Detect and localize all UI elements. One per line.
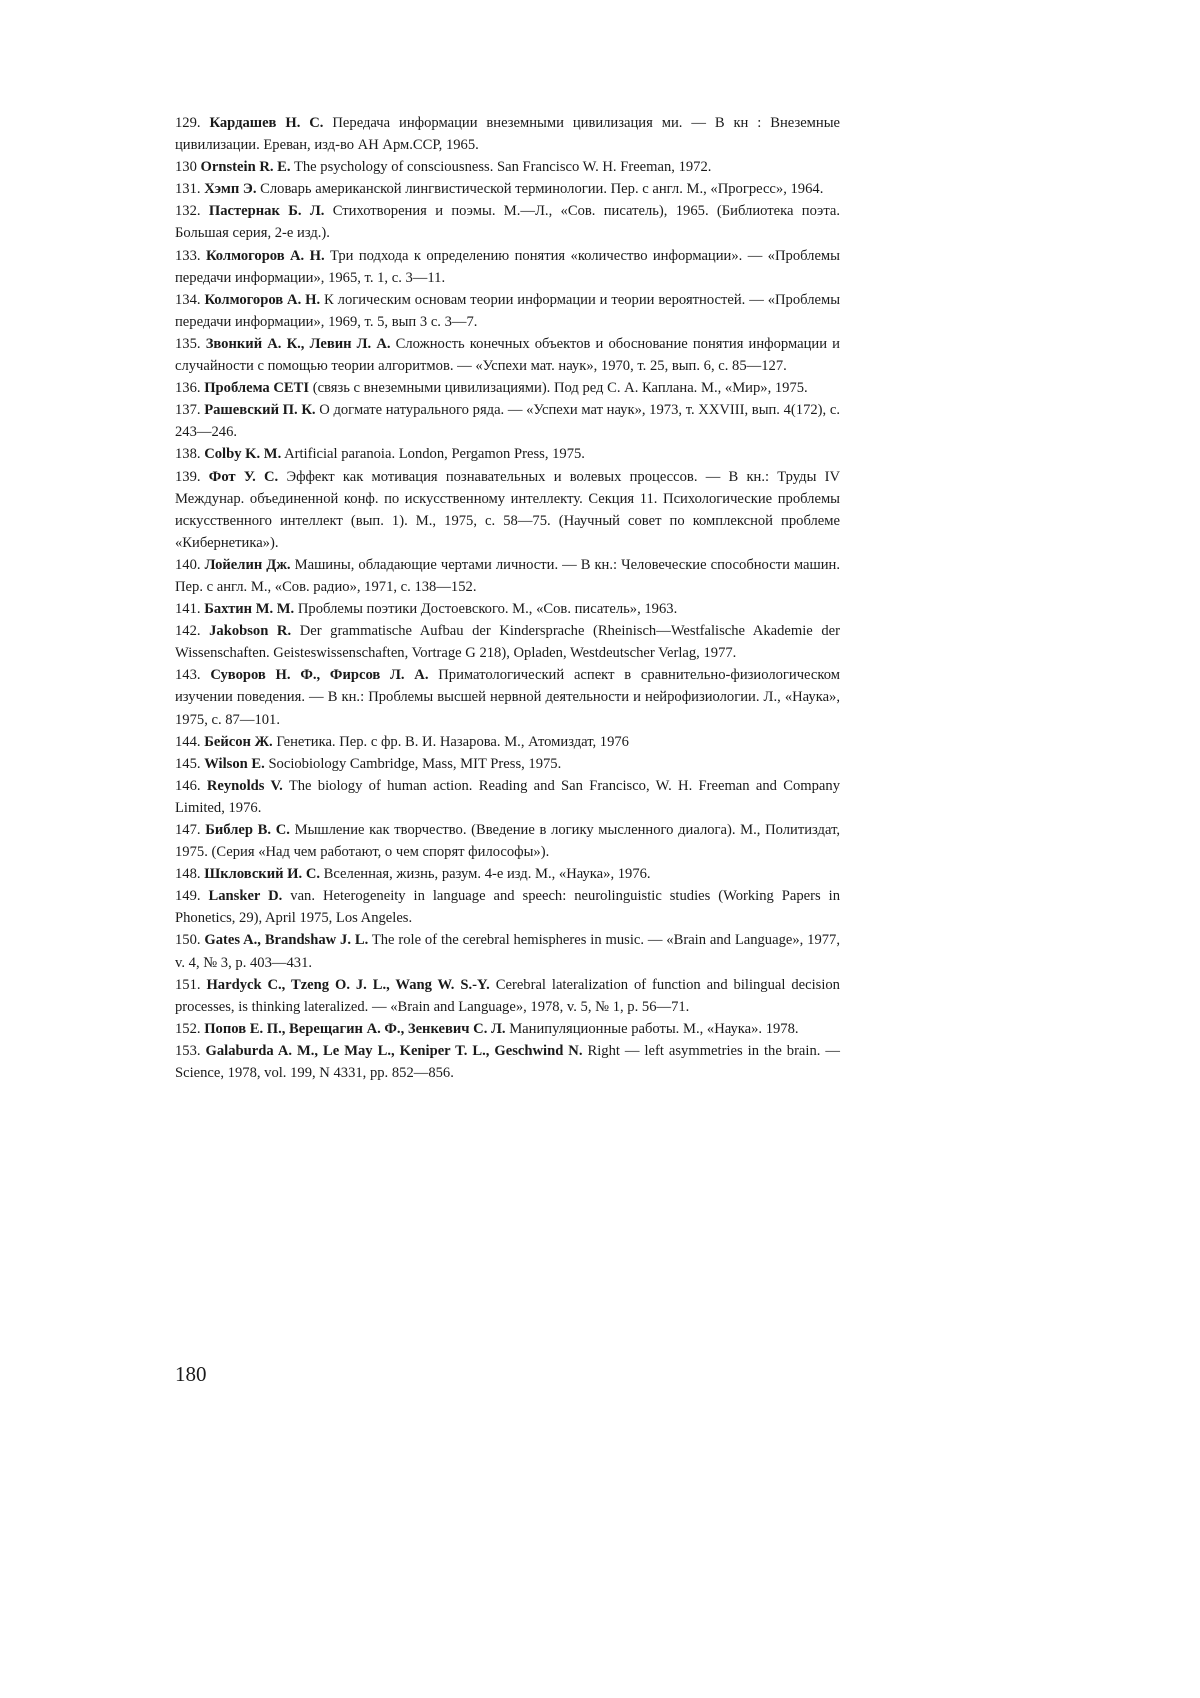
bibliography-entry <box>175 974 840 1018</box>
bibliography-entry <box>175 466 840 554</box>
bibliography-entry <box>175 289 840 333</box>
bibliography-entry <box>175 620 840 664</box>
entry-author: Библер В. С. <box>205 822 290 838</box>
entry-author: Рашевский П. К. <box>204 402 316 419</box>
bibliography-entry <box>175 443 840 465</box>
entry-author: Wilson E. <box>204 755 265 772</box>
entry-author: Galaburda A. M., Le May L., Keniper T. L., Geschwind N. <box>205 1042 583 1059</box>
bibliography-entry <box>175 112 840 156</box>
entry-number: 141. <box>175 601 201 618</box>
entry-author: Лойелин Дж. <box>204 556 291 573</box>
entry-number: 137. <box>175 402 201 419</box>
entry-text: Right — left asymmetries in the brain. — Science, 1978, vol. 199, N 4331, pp. 852—856. <box>175 1042 840 1082</box>
bibliography-entry <box>175 819 840 863</box>
bibliography-entry <box>175 156 840 178</box>
bibliography-entry <box>175 863 840 885</box>
entry-author: Фот У. С. <box>208 468 279 485</box>
entry-text: Передача информации внеземными цивилизация ми. — В кн : Внеземные цивилизации. Ереван, изд-во АН Арм.ССР, 1965. <box>175 115 841 154</box>
bibliography-entry <box>175 929 840 973</box>
bibliography-entry <box>175 598 840 620</box>
entry-author: Ornstein R. E. <box>200 159 291 176</box>
entry-author: Звонкий А. К., Левин Л. А. <box>205 335 391 352</box>
bibliography-entry <box>175 775 840 819</box>
entry-author: Colby K. M. <box>204 446 282 463</box>
entry-author: Hardyck C., Tzeng O. J. L., Wang W. S.-Y. <box>206 976 490 993</box>
entry-author: Бейсон Ж. <box>204 733 273 750</box>
entry-number: 144. <box>175 733 201 750</box>
entry-author: Хэмп Э. <box>204 181 257 198</box>
entry-number: 131. <box>175 181 201 198</box>
entry-author: Колмогоров А. Н. <box>204 291 321 308</box>
entry-number: 148. <box>175 866 201 883</box>
bibliography-entry <box>175 245 840 289</box>
entry-number: 132. <box>175 203 201 220</box>
entry-number: 150. <box>175 932 201 949</box>
entry-author: Jakobson R. <box>209 623 292 640</box>
bibliography-entry <box>175 1040 840 1084</box>
entry-number: 149. <box>175 888 201 905</box>
entry-text: Генетика. Пер. с фр. В. И. Назарова. М., Атомиздат, 1976 <box>276 733 629 750</box>
bibliography-list <box>175 112 840 1084</box>
entry-text: The biology of human action. Reading and San Francisco, W. H. Freeman and Company Limited, 1976. <box>175 777 840 816</box>
entry-author: Бахтин М. М. <box>204 601 295 618</box>
entry-number: 135. <box>175 335 201 352</box>
bibliography-entry <box>175 377 840 399</box>
entry-text: Der grammatische Aufbau der Kindersprache (Rheinisch—Westfalische Akademie der Wissenschaften. Geisteswissenschaften, Vortrage G 218), Opladen, Westdeutscher Verlag, 1977. <box>175 623 840 662</box>
entry-author: Колмогоров А. Н. <box>205 247 325 264</box>
bibliography-entry <box>175 1018 840 1040</box>
bibliography-entry <box>175 664 840 730</box>
bibliography-entry <box>175 178 840 200</box>
entry-number: 142. <box>175 623 201 640</box>
entry-text: Вселенная, жизнь, разум. 4-е изд. М., «Наука», 1976. <box>323 866 651 883</box>
entry-number: 139. <box>175 468 201 485</box>
entry-number: 133. <box>175 247 201 264</box>
page-number: 180 <box>175 1362 207 1386</box>
entry-author: Lansker D. <box>208 888 283 905</box>
entry-number: 130 <box>175 159 197 176</box>
entry-author: Reynolds V. <box>206 777 283 794</box>
entry-number: 140. <box>175 556 201 573</box>
entry-text: Эффект как мотивация познавательных и волевых процессов. — В кн.: Труды IV Междунар. объединенной конф. по искусственному интеллекту. Секция 11. Психологические проблемы искусственного интеллект (вып. 1). М., 1975, с. 58—75. (Научный совет по комплексной проблеме «Кибернетика»). <box>175 468 840 551</box>
entry-text: Машины, обладающие чертами личности. — В кн.: Человеческие способности машин. Пер. с англ. М., «Сов. радио», 1971, с. 138—152. <box>175 556 841 595</box>
entry-number: 138. <box>175 446 201 463</box>
entry-author: Кардашев Н. С. <box>209 115 324 131</box>
bibliography-entry <box>175 753 840 775</box>
entry-number: 146. <box>175 777 201 794</box>
entry-text: The psychology of consciousness. San Francisco W. H. Freeman, 1972. <box>293 159 712 176</box>
entry-number: 129. <box>175 115 201 131</box>
entry-text: Приматологический аспект в сравнительно-физиологическом изучении поведения. — В кн.: Проблемы высшей нервной деятельности и нейрофизиологии. Л., «Наука», 1975, с. 87—101. <box>175 667 840 728</box>
entry-author: Шкловский И. С. <box>204 866 321 883</box>
entry-number: 147. <box>175 822 201 838</box>
bibliography-entry <box>175 885 840 929</box>
entry-text: Artificial paranoia. London, Pergamon Press, 1975. <box>284 446 585 463</box>
entry-number: 153. <box>175 1042 201 1059</box>
entry-text: (связь с внеземными цивилизациями). Под ред С. А. Каплана. М., «Мир», 1975. <box>312 380 808 397</box>
entry-text: Три подхода к определению понятия «количество информации». — «Проблемы передачи информации», 1965, т. 1, с. 3—11. <box>175 247 840 286</box>
entry-number: 143. <box>175 667 201 684</box>
entry-text: Сложность конечных объектов и обоснование понятия информации и случайности с помощью теории алгоритмов. — «Успехи мат. наук», 1970, т. 25, вып. 6, с. 85—127. <box>175 335 840 375</box>
entry-author: Проблема CETI <box>204 380 310 397</box>
entry-author: Суворов Н. Ф., Фирсов Л. А. <box>210 667 429 684</box>
entry-text: Sociobiology Cambridge, Mass, MIT Press, 1975. <box>268 755 562 772</box>
entry-number: 134. <box>175 291 201 308</box>
bibliography-entry <box>175 399 840 443</box>
entry-text: О догмате натурального ряда. — «Успехи мат наук», 1973, т. XXVIII, вып. 4(172), с. 243—246. <box>175 402 840 441</box>
entry-text: Проблемы поэтики Достоевского. М., «Сов. писатель», 1963. <box>297 601 678 618</box>
entry-number: 152. <box>175 1020 201 1037</box>
entry-text: The role of the cerebral hemispheres in music. — «Brain and Language», 1977, v. 4, № 3, p. 403—431. <box>175 932 840 971</box>
bibliography-entry <box>175 731 840 753</box>
entry-number: 145. <box>175 755 201 772</box>
entry-number: 151. <box>175 976 201 993</box>
entry-text: Стихотворения и поэмы. М.—Л., «Сов. писатель), 1965. (Библиотека поэта. Большая серия, 2-е изд.). <box>175 203 840 242</box>
entry-number: 136. <box>175 380 201 397</box>
entry-text: Мышление как творчество. (Введение в логику мысленного диалога). М., Политиздат, 1975. (Серия «Над чем работают, о чем спорят философы»). <box>175 822 841 861</box>
entry-text: К логическим основам теории информации и теории вероятностей. — «Проблемы передачи информации», 1969, т. 5, вып 3 с. 3—7. <box>175 291 840 330</box>
bibliography-entry <box>175 200 840 244</box>
entry-author: Попов Е. П., Верещагин А. Ф., Зенкевич С. Л. <box>204 1020 506 1037</box>
entry-text: Cerebral lateralization of function and bilingual decision processes, is thinking lateralized. — «Brain and Language», 1978, v. 5, № 1, p. 56—71. <box>175 976 840 1015</box>
bibliography-entry <box>175 554 840 598</box>
entry-author: Пастернак Б. Л. <box>208 203 325 220</box>
entry-text: Словарь американской лингвистической терминологии. Пер. с англ. М., «Прогресс», 1964. <box>260 181 824 198</box>
entry-text: Манипуляционные работы. М., «Наука». 1978. <box>509 1020 799 1037</box>
entry-author: Gates A., Brandshaw J. L. <box>204 932 369 949</box>
bibliography-entry <box>175 333 840 377</box>
entry-text: van. Heterogeneity in language and speech: neurolinguistic studies (Working Papers in Phonetics, 29), April 1975, Los Angeles. <box>175 888 840 927</box>
